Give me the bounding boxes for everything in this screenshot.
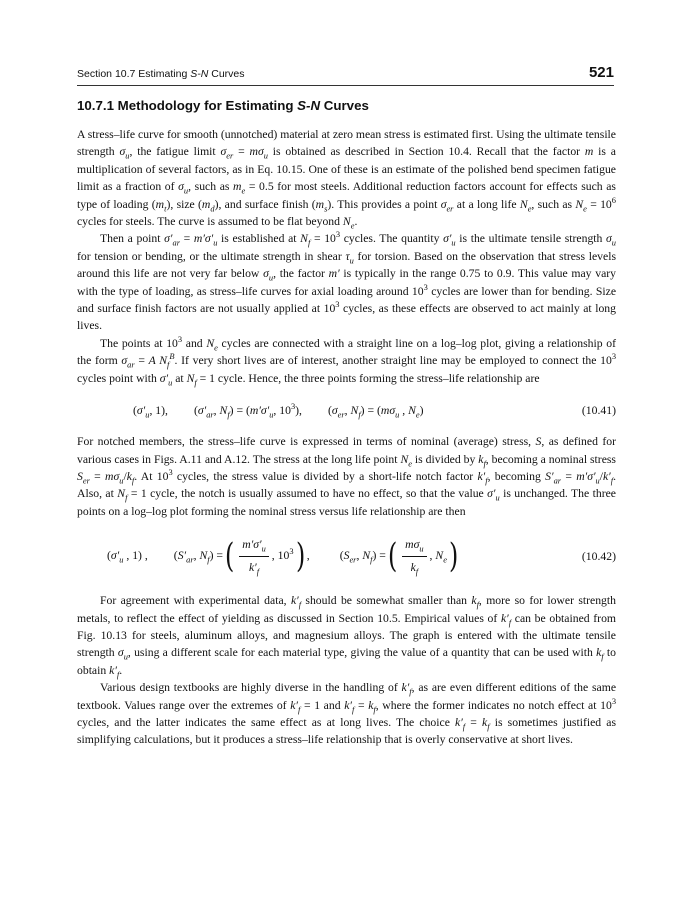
equation-10-41: ($\sigma'_u$, 1), ($\sigma'_{ar}$, $N_f) = (m'\sigma'_u$, $10^3$), ($\sigma_{er}$, $N_f) = (m\sigma_u$ , $N_e$) (10.41) — [133, 401, 616, 420]
paragraph-1: A stress–life curve for smooth (unnotched) material at zero mean stress is estimated first. Using the ultimate tensile strength $\sigma_u$, the fatigue limit $\sigma_{er} = m\sigma_u$ is obtained as described in Section 10.4. Recall that the factor m is a multiplication of several factors, as in Eq. 10.15. One of these is an estimate of the polished bend specimen fatigue limit as a fraction of $\sigma_u$, such as $m_e = 0.5$ for most steels. Additional reduction factors account for effects such as type of loading $(m_t)$, size $(m_d)$, and surface finish $(m_s)$. This provides a point $\sigma_{er}$ at a long life $N_e$, such as $N_e = 10^6$ cycles for steels. The curve is assumed to be flat beyond $N_e$. — [77, 128, 616, 231]
paragraph-2: Then a point $\sigma'_{ar} = m'\sigma'_u$ is established at $N_f = 10^3$ cycles. The quantity $\sigma'_u$ is the ultimate tensile strength $\sigma_u$ for tension or bending, or the ultimate strength in shear $\tau_u$ for torsion. Based on the observation that stress levels around this life are not very far below $\sigma_u$, the factor m′ is typically in the range 0.75 to 0.9. This value may vary with the type of loading, as stress–life curves for axial loading around $10^3$ cycles are lower than for bending. Size and surface finish factors are not usually applied at $10^3$ cycles, as these effects are observed to act mainly at long lives. — [77, 229, 617, 333]
running-head: Section 10.7 Estimating S-N Curves — [77, 68, 245, 80]
page-number: 521 — [588, 64, 614, 81]
paragraph-5: For agreement with experimental data, $k'_f$ should be somewhat smaller than $k_f$, more so for lower strength metals, to reflect the effect of yielding as discussed in Section 10.5. Empirical values of $k'_f$ can be obtained from Fig. 10.13 for steels, aluminum alloys, and magnesium alloys. The graph is entered with the ultimate tensile strength $\sigma_u$, using a different scale for each material type, giving the value of a quantity that can be used with $k_f$ to obtain $k'_f$. — [77, 594, 617, 680]
paragraph-6: Various design textbooks are highly diverse in the handling of $k'_f$, as are even different editions of the same textbook. Values range over the extremes of $k'_f = 1$ and $k'_f = k_f$, where the former indicates no notch effect at $10^3$ cycles, and the latter indicates the same effect as at long lives. The choice $k'_f = k_f$ is sometimes justified as simplifying calculations, but it produces a stress–life relationship that is overly conservative at short lives. — [77, 681, 617, 747]
section-title: 10.7.1 Methodology for Estimating S-N Curves — [77, 98, 369, 113]
paragraph-3: The points at $10^3$ and $N_e$ cycles are connected with a straight line on a log–log plot, giving a relationship of the form $\sigma_{ar} = A$ $N_f^B$. If very short lives are of interest, another straight line may be employed to connect the $10^3$ cycles point with $\sigma'_u$ at $N_f = 1$ cycle. Hence, the three points forming the stress–life relationship are — [77, 333, 617, 388]
equation-number: (10.41) — [581, 404, 616, 418]
equation-number: (10.42) — [581, 550, 616, 564]
running-header — [77, 66, 614, 86]
equation-10-42: ($\sigma'_u$ , 1) , ($S'_{ar}$, $N_f$) = ( $\frac{m'\sigma'_u}{k'_f}$ , $10^3$ ) , ($S_{er}$, $N_f$) = ( $\frac{m\sigma_u}{k_f}$ , $N_e$ ) (10.42) — [107, 536, 616, 577]
header-rule — [77, 85, 614, 86]
body-text — [77, 126, 616, 749]
paragraph-4: For notched members, the stress–life curve is expressed in terms of nominal (average) stress, S, as defined for various cases in Figs. A.11 and A.12. The stress at the long life point $N_e$ is divided by $k_f$, becoming a nominal stress $S_{er} = m\sigma_u/k_f$. At $10^3$ cycles, the stress value is divided by a short-life notch factor $k'_f$, becoming $S'_{ar} = m'\sigma'_u/k'_f$. Also, at $N_f = 1$ cycle, the notch is usually assumed to have no effect, so that the value $\sigma'_u$ is unchanged. The three points on a log–log plot forming the nominal stress versus life relationship are then — [77, 435, 616, 518]
